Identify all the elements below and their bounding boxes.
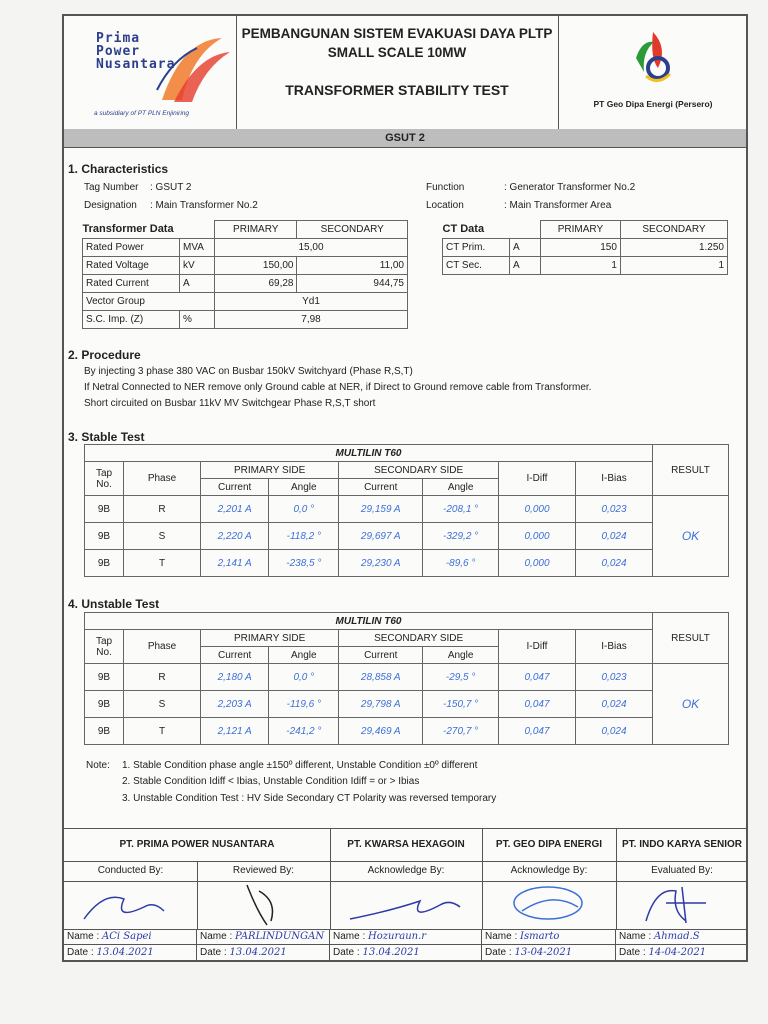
section-characteristics: 1. Characteristics <box>68 162 169 176</box>
header <box>64 16 746 130</box>
role-acknowledge-1: Acknowledge By: <box>330 861 483 882</box>
transformer-data-title: Transformer Data <box>82 223 174 236</box>
table-row: 9B S 2,203 A -119,6 ° 29,798 A -150,7 ° 0,047 0,024 <box>85 691 729 718</box>
table-row: S.C. Imp. (Z) % 7,98 <box>83 311 408 329</box>
signature-scribble-4 <box>482 881 616 929</box>
location-value: : Main Transformer Area <box>504 200 612 211</box>
document-sheet <box>62 14 748 962</box>
section-stable-test: 3. Stable Test <box>68 430 145 444</box>
table-row: CT Prim. A 150 1.250 <box>443 239 728 257</box>
function-value: : Generator Transformer No.2 <box>504 182 636 193</box>
role-evaluated: Evaluated By: <box>616 861 748 882</box>
td-secondary-header: SECONDARY <box>297 221 408 239</box>
company-kwarsa: PT. KWARSA HEXAGOIN <box>330 829 483 862</box>
date-1: Date : 13.04.2021 <box>64 945 197 961</box>
signature-2 <box>197 881 331 930</box>
table-row: Vector Group Yd1 <box>83 293 408 311</box>
table-row: Rated Power MVA 15,00 <box>83 239 408 257</box>
logo-line-1: Prima <box>96 31 141 46</box>
location-label: Location <box>426 200 464 211</box>
function-label: Function <box>426 182 465 193</box>
name-1: Name : ACi Sapei <box>64 929 197 945</box>
signature-block <box>64 828 746 961</box>
section-unstable-test: 4. Unstable Test <box>68 597 160 611</box>
designation-value: : Main Transformer No.2 <box>150 200 258 211</box>
date-2: Date : 13.04.2021 <box>197 945 330 961</box>
signature-scribble-2 <box>197 881 330 929</box>
company-geo-dipa: PT. GEO DIPA ENERGI <box>482 829 617 862</box>
company-prima: PT. PRIMA POWER NUSANTARA <box>64 829 331 862</box>
procedure-line-2: If Netral Connected to NER remove only Ground cable at NER, if Direct to Ground remove cable from Transformer. <box>84 382 592 393</box>
prima-power-logo <box>64 16 237 129</box>
signature-scribble-3 <box>330 881 482 929</box>
flame-swoosh-icon <box>152 30 232 110</box>
signature-5 <box>616 881 748 930</box>
designation-label: Designation <box>84 200 137 211</box>
table-row: 9B T 2,121 A -241,2 ° 29,469 A -270,7 ° 0,047 0,024 <box>85 718 729 745</box>
geo-dipa-emblem-icon <box>628 28 678 88</box>
table-row: 9B R 2,201 A 0,0 ° 29,159 A -208,1 ° 0,000 0,023 OK <box>85 496 729 523</box>
stable-device: MULTILIN T60 <box>85 445 653 462</box>
company-indo-karya: PT. INDO KARYA SENIOR <box>616 829 748 862</box>
logo-subtitle: a subsidiary of PT PLN Enjiniring <box>94 110 190 117</box>
logo-line-3: Nusantara <box>96 57 176 72</box>
procedure-line-1: By injecting 3 phase 380 VAC on Busbar 150kV Switchyard (Phase R,S,T) <box>84 366 413 377</box>
tag-number-label: Tag Number <box>84 182 139 193</box>
document-title <box>236 16 559 129</box>
note-1: 1. Stable Condition phase angle ±150º different, Unstable Condition ±0º different <box>122 760 478 771</box>
logo-line-2: Power <box>96 44 141 59</box>
transformer-data-table <box>82 220 408 329</box>
table-row: 9B R 2,180 A 0,0 ° 28,858 A -29,5 ° 0,047 0,023 OK <box>85 664 729 691</box>
note-3: 3. Unstable Condition Test : HV Side Secondary CT Polarity was reversed temporary <box>122 793 497 804</box>
ct-secondary-header: SECONDARY <box>620 221 727 239</box>
signature-4 <box>482 881 617 930</box>
ct-data-title: CT Data <box>442 223 485 236</box>
company-right-name: PT Geo Dipa Energi (Persero) <box>593 99 713 109</box>
table-row: Rated Current A 69,28 944,75 <box>83 275 408 293</box>
signature-3 <box>330 881 483 930</box>
unstable-result: OK <box>653 664 729 745</box>
td-primary-header: PRIMARY <box>215 221 297 239</box>
procedure-line-3: Short circuited on Busbar 11kV MV Switchgear Phase R,S,T short <box>84 398 376 409</box>
note-label: Note: <box>86 760 110 771</box>
tag-number-value: : GSUT 2 <box>150 182 192 193</box>
title-line-2: SMALL SCALE 10MW <box>327 45 467 60</box>
note-2: 2. Stable Condition Idiff < Ibias, Unstable Condition Idiff = or > Ibias <box>122 776 420 787</box>
signature-scribble-5 <box>616 881 748 929</box>
table-row: 9B T 2,141 A -238,5 ° 29,230 A -89,6 ° 0,000 0,024 <box>85 550 729 577</box>
stable-test-table: MULTILIN T60 RESULT Tap No. Phase PRIMARY SIDE SECONDARY SIDE I-Diff I-Bias Current Angle Current Angle 9B R 2,201 A 0,0 ° 29,159 A -208,1 ° 0,000 0,023 OK 9B S 2,220 A -118,2 ° 29,697 A -329,2 ° 0,000 0,024 9B T 2,141 A -238,5 ° 29,230 A -89,6 ° 0,000 0,024 <box>84 444 729 577</box>
unstable-device: MULTILIN T60 <box>85 613 653 630</box>
name-3: Name : Hozuraun.r <box>330 929 482 945</box>
name-2: Name : PARLINDUNGAN <box>197 929 330 945</box>
name-4: Name : Ismarto <box>482 929 616 945</box>
signature-1 <box>64 881 198 930</box>
ct-data-table <box>442 220 728 275</box>
table-row: CT Sec. A 1 1 <box>443 257 728 275</box>
name-5: Name : Ahmad.S <box>616 929 748 945</box>
ct-primary-header: PRIMARY <box>541 221 621 239</box>
role-acknowledge-2: Acknowledge By: <box>482 861 617 882</box>
stable-result: OK <box>653 496 729 577</box>
title-line-3: TRANSFORMER STABILITY TEST <box>285 82 509 98</box>
date-5: Date : 14-04-2021 <box>619 947 707 958</box>
table-row: Rated Voltage kV 150,00 11,00 <box>83 257 408 275</box>
title-line-1: PEMBANGUNAN SISTEM EVAKUASI DAYA PLTP <box>241 26 553 41</box>
table-row: 9B S 2,220 A -118,2 ° 29,697 A -329,2 ° 0,000 0,024 <box>85 523 729 550</box>
unstable-test-table: MULTILIN T60 RESULT Tap No. Phase PRIMARY SIDE SECONDARY SIDE I-Diff I-Bias Current Angle Current Angle 9B R 2,180 A 0,0 ° 28,858 A -29,5 ° 0,047 0,023 OK 9B S 2,203 A -119,6 ° 29,798 A -150,7 ° 0,047 0,024 9B T 2,121 A -241,2 ° 29,469 A -270,7 ° 0,047 0,024 <box>84 612 729 745</box>
date-3: Date : 13.04.2021 <box>330 945 482 961</box>
section-procedure: 2. Procedure <box>68 348 141 362</box>
signature-scribble-1 <box>64 881 197 929</box>
role-reviewed: Reviewed By: <box>197 861 331 882</box>
role-conducted: Conducted By: <box>64 861 198 882</box>
tag-band: GSUT 2 <box>64 129 746 148</box>
geo-dipa-logo <box>558 16 748 129</box>
result-header: RESULT <box>653 445 729 496</box>
date-4: Date : 13-04-2021 <box>482 945 616 961</box>
